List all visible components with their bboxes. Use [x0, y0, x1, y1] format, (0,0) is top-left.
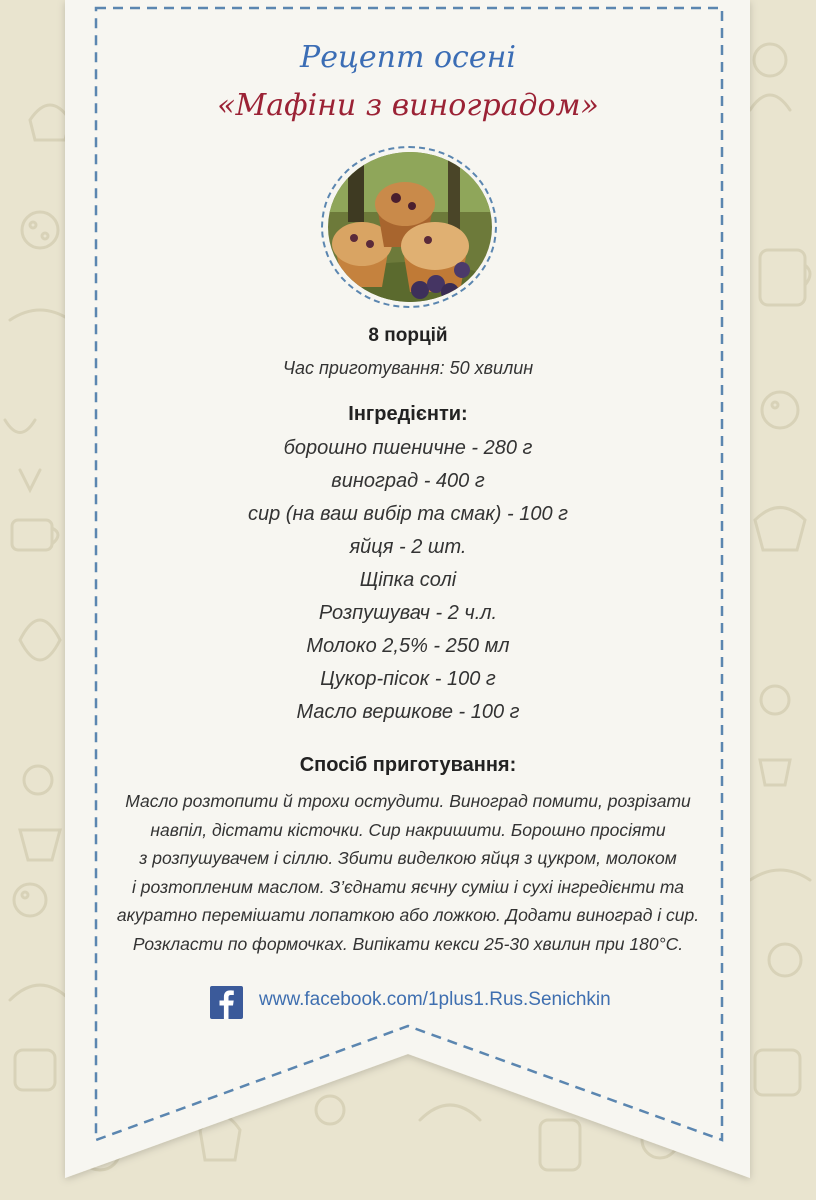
- facebook-icon[interactable]: [210, 986, 243, 1019]
- ingredient-item: яйця - 2 шт.: [349, 536, 467, 558]
- ingredient-item: сир (на ваш вибір та смак) - 100 г: [248, 503, 568, 525]
- ingredient-item: Цукор-пісок - 100 г: [320, 668, 496, 690]
- muffins-illustration: [328, 152, 492, 302]
- ingredient-item: Масло вершкове - 100 г: [296, 701, 520, 723]
- facebook-link[interactable]: www.facebook.com/1plus1.Rus.Senichkin: [259, 989, 611, 1010]
- ingredient-item: борошно пшеничне - 280 г: [283, 437, 533, 459]
- method-title: Спосіб приготування:: [299, 754, 517, 776]
- muffins-photo: [328, 152, 492, 302]
- ingredient-item: виноград - 400 г: [331, 470, 485, 492]
- ingredients-list: [0, 432, 816, 729]
- ingredient-item: Розпушувач - 2 ч.л.: [318, 602, 498, 624]
- ingredient-item: Молоко 2,5% - 250 мл: [306, 635, 510, 657]
- cook-time: Час приготування: 50 хвилин: [282, 358, 534, 378]
- method-line: Розкласти по формочках. Випікати кекси 25-30 хвилин при 180°С.: [132, 933, 684, 954]
- method-text: [100, 787, 716, 958]
- method-line: і розтопленим маслом. З’єднати яєчну суміш і сухі інгредієнти та: [131, 876, 685, 897]
- servings: 8 порцій: [368, 325, 448, 346]
- recipe-title-line1: Рецепт осені: [300, 40, 516, 75]
- method-line: Масло розтопити й трохи остудити. Виноград помити, розрізати: [125, 791, 691, 811]
- method-line: акуратно перемішати лопаткою або ложкою. Додати виноград і сир.: [116, 905, 700, 925]
- ingredient-item: Щіпка солі: [359, 569, 457, 591]
- method-line: навпіл, дістати кісточки. Сир накришити. Борошно просіяти: [150, 819, 666, 840]
- method-line: з розпушувачем і сіллю. Збити виделкою яйця з цукром, молоком: [139, 848, 677, 868]
- recipe-title-line2: «Мафіни з виноградом»: [217, 88, 599, 123]
- ingredients-title: Інгредієнти:: [348, 403, 468, 425]
